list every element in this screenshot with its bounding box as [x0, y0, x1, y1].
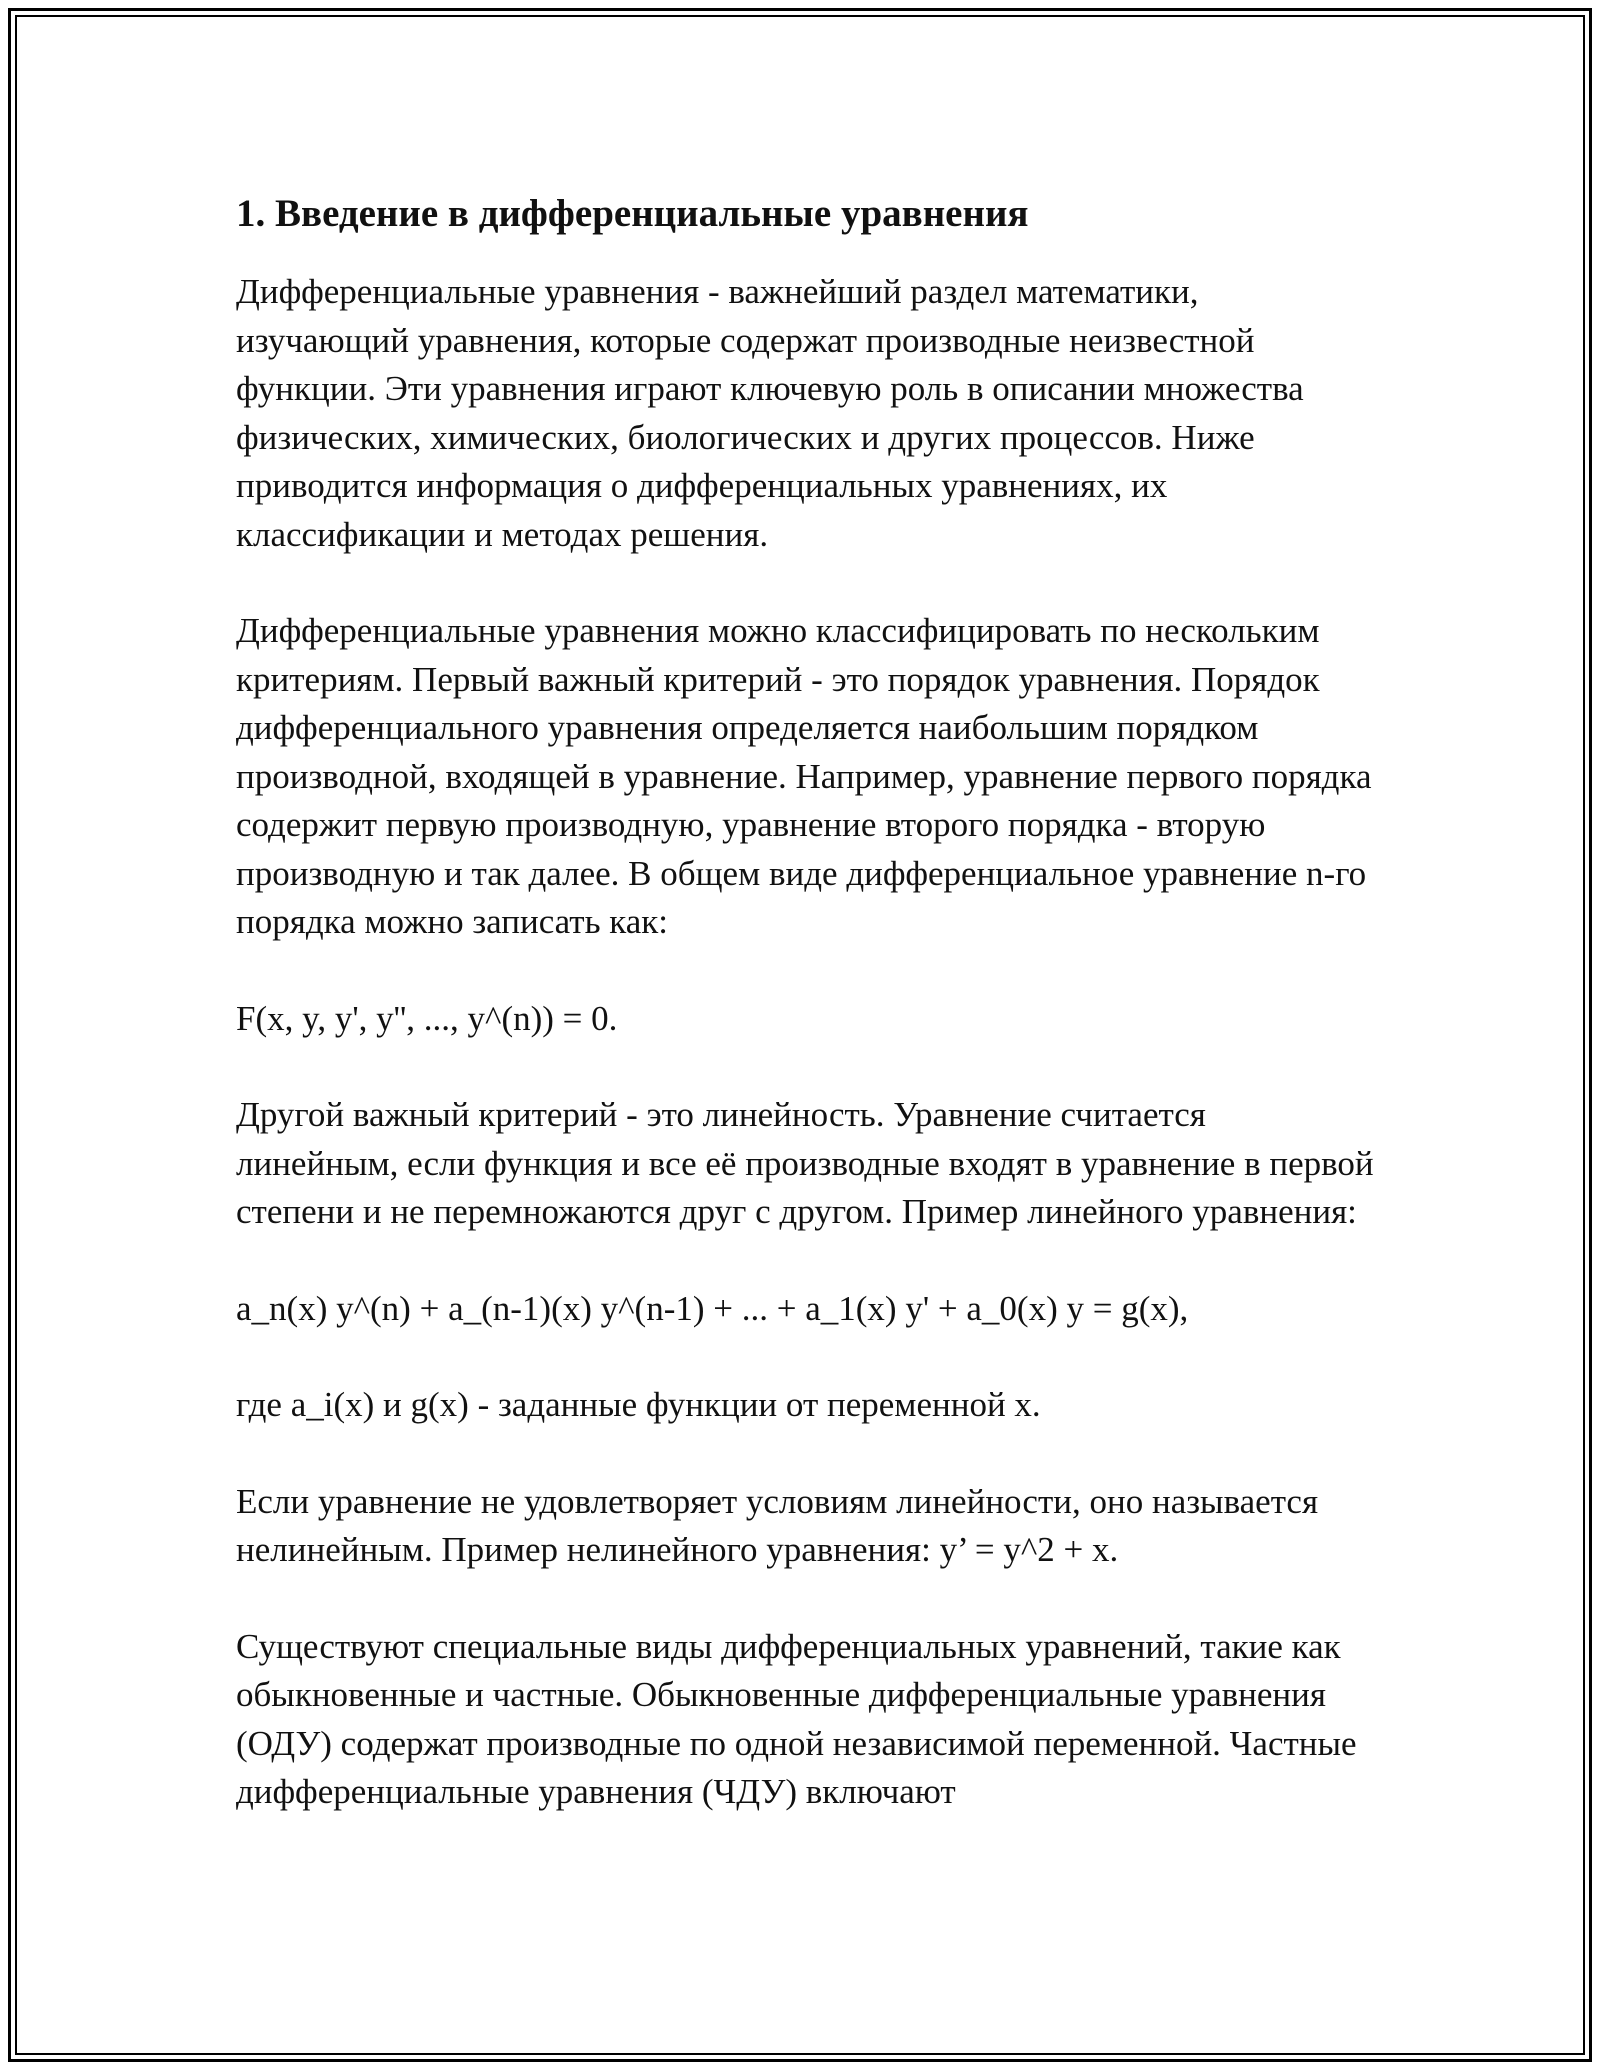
- formula-general-form: F(x, y, y', y'', ..., y^(n)) = 0.: [236, 998, 618, 1038]
- paragraph-linearity: Другой важный критерий - это линейность. Уравнение считается линейным, если функция и все её производные входят в уравнение в первой степени и не перемножаются друг с другом. Пример линейного уравнения:: [236, 1095, 1374, 1231]
- paragraph-intro: Дифференциальные уравнения - важнейший раздел математики, изучающий уравнения, которые содержат производные неизвестной функции. Эти уравнения играют ключевую роль в описании множества физических, химических, биологических и других процессов. Ниже приводится информация о дифференциальных уравнениях, их классификации и методах решения.: [236, 272, 1304, 554]
- paragraph-ode-pde: Существуют специальные виды дифференциальных уравнений, такие как обыкновенные и частные. Обыкновенные дифференциальные уравнения (ОДУ) содержат производные по одной независимой переменной. Частные дифференциальные уравнения (ЧДУ) включают: [236, 1626, 1357, 1811]
- paragraph-classification-order: Дифференциальные уравнения можно классифицировать по нескольким критериям. Первый важный критерий - это порядок уравнения. Порядок дифференциального уравнения определяется наибольшим порядком производной, входящей в уравнение. Например, уравнение первого порядка содержит первую производную, уравнение второго порядка - вторую производную и так далее. В общем виде дифференциальное уравнение n-го порядка можно записать как:: [236, 611, 1372, 941]
- paragraph-where: где a_i(x) и g(x) - заданные функции от переменной x.: [236, 1385, 1041, 1424]
- section-heading: 1. Введение в дифференциальные уравнения: [236, 192, 1029, 235]
- formula-linear-equation: a_n(x) y^(n) + a_(n-1)(x) y^(n-1) + ... + a_1(x) y' + a_0(x) y = g(x),: [236, 1288, 1189, 1328]
- document-body: [236, 182, 1376, 1865]
- paragraph-nonlinear: Если уравнение не удовлетворяет условиям линейности, оно называется нелинейным. Пример нелинейного уравнения: y’ = y^2 + x.: [236, 1481, 1319, 1569]
